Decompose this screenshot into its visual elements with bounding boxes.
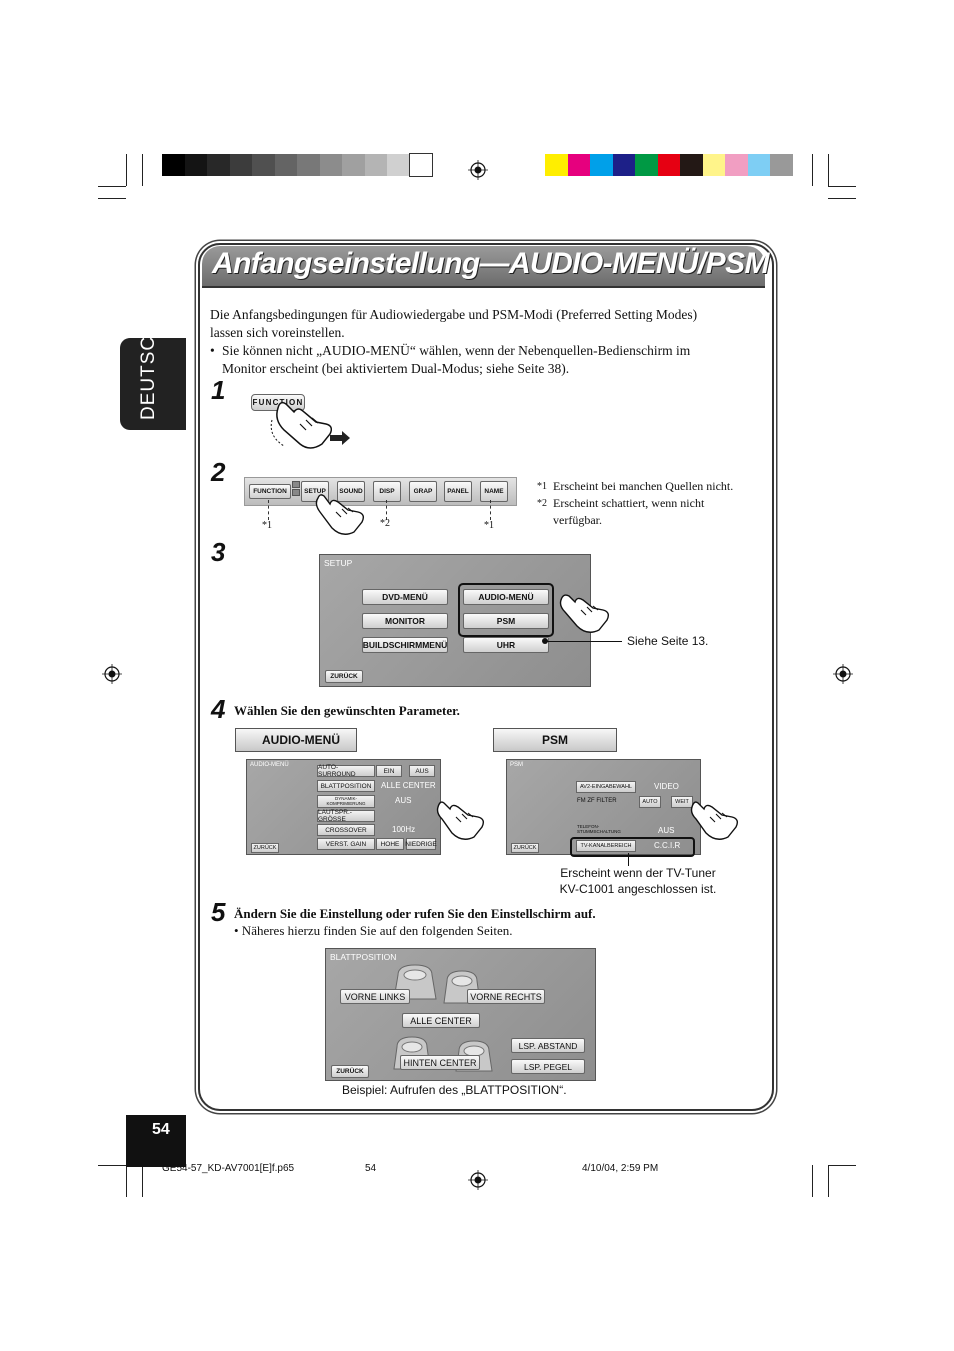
registration-mark-icon — [102, 664, 122, 684]
footer-file: GE54-57_KD-AV7001[E]f.p65 — [162, 1163, 295, 1174]
callout-text: Erscheint wenn der TV-Tuner — [560, 866, 716, 880]
leader-line — [268, 500, 270, 520]
color-swatch — [387, 154, 410, 176]
speaker-level-button[interactable]: LSP. PEGEL — [511, 1059, 585, 1074]
seat-position-value: ALLE CENTER — [381, 781, 436, 790]
crop-mark — [812, 1165, 813, 1197]
all-center-button[interactable]: ALLE CENTER — [402, 1013, 480, 1028]
example-caption: Beispiel: Aufrufen des „BLATTPOSITION“. — [342, 1083, 567, 1097]
color-swatch — [365, 154, 388, 176]
color-calibration-bar — [545, 154, 793, 176]
crop-mark — [98, 1165, 126, 1166]
color-swatch — [613, 154, 636, 176]
intro-bullet: • Sie können nicht „AUDIO-MENÜ“ wählen, wenn der Nebenquellen-Bedienschirm im — [210, 343, 691, 358]
color-swatch — [635, 154, 658, 176]
setup-screen — [319, 554, 591, 687]
crop-mark — [98, 198, 126, 199]
footnote-text: Erscheint bei manchen Quellen nicht. — [553, 479, 734, 493]
arrow-right-icon — [330, 431, 350, 445]
bullet-text: Sie können nicht „AUDIO-MENÜ“ wählen, wenn der Nebenquellen-Bedienschirm im — [222, 343, 691, 358]
asterisk-note-ref: *1 — [484, 520, 494, 531]
page-number: 54 — [152, 1121, 170, 1138]
step-number: 1 — [211, 375, 226, 405]
color-swatch — [252, 154, 275, 176]
toolbar-setup-button[interactable]: SETUP — [301, 481, 329, 502]
front-right-button[interactable]: VORNE RECHTS — [467, 989, 545, 1004]
step-number: 5 — [211, 897, 226, 927]
speaker-size-item[interactable]: LAUTSPR.-GRÖSSE — [317, 810, 375, 822]
footnote — [537, 495, 752, 512]
crop-mark — [142, 1165, 143, 1197]
back-button[interactable]: ZURÜCK — [511, 843, 539, 853]
footnote-mark: *2 — [537, 498, 547, 509]
speaker-distance-button[interactable]: LSP. ABSTAND — [511, 1038, 585, 1053]
footer-page: 54 — [365, 1163, 377, 1174]
gray-calibration-bar — [162, 154, 432, 176]
color-swatch — [162, 154, 185, 176]
crop-mark — [126, 154, 127, 186]
color-swatch — [568, 154, 591, 176]
color-swatch — [545, 154, 568, 176]
language-label: DEUTSCH — [138, 321, 159, 420]
crop-mark — [828, 186, 856, 187]
back-button[interactable]: ZURÜCK — [251, 843, 279, 853]
crop-mark — [142, 154, 143, 186]
asterisk-note-ref: *1 — [262, 520, 272, 531]
color-swatch — [185, 154, 208, 176]
indicator-icon — [292, 489, 300, 496]
hand-pointer-icon — [312, 494, 368, 540]
step-text: Ändern Sie die Einstellung oder rufen Sie den Einstellschirm auf. — [234, 906, 596, 921]
front-left-button[interactable]: VORNE LINKS — [340, 989, 410, 1004]
step-bullet: • Näheres hierzu finden Sie auf den folgenden Seiten. — [234, 923, 513, 938]
registration-mark-icon — [468, 1170, 488, 1190]
tv-tuner-callout — [553, 865, 723, 897]
page-title: Anfangseinstellung—AUDIO-MENÜ/PSM — [212, 247, 769, 280]
registration-mark-icon — [468, 160, 488, 180]
crop-mark — [828, 1165, 856, 1166]
monitor-button[interactable]: MONITOR — [362, 613, 448, 629]
color-swatch — [725, 154, 748, 176]
leader-line — [490, 500, 492, 520]
hand-pointer-icon — [688, 801, 740, 847]
high-option[interactable]: HOHE — [376, 838, 404, 850]
audio-menu-header: AUDIO-MENÜ — [235, 728, 357, 752]
psm-header: PSM — [493, 728, 617, 752]
color-swatch — [770, 154, 793, 176]
psm-screen — [506, 759, 701, 855]
color-swatch — [230, 154, 253, 176]
color-swatch — [320, 154, 343, 176]
psm-button[interactable]: PSM — [463, 613, 549, 629]
intro-line: lassen sich voreinstellen. — [210, 325, 345, 340]
av2-input-value: VIDEO — [654, 782, 679, 791]
intro — [210, 306, 755, 378]
tv-channel-range-value: C.C.I.R — [654, 841, 681, 850]
footnote-mark: *1 — [537, 481, 547, 492]
function-button[interactable]: FUNCTION — [251, 394, 305, 411]
auto-option[interactable]: AUTO — [639, 796, 661, 808]
on-option[interactable]: EIN — [376, 765, 402, 777]
crossover-value: 100Hz — [392, 825, 416, 834]
back-button[interactable]: ZURÜCK — [331, 1065, 369, 1078]
color-swatch — [703, 154, 726, 176]
phone-mute-item[interactable]: TELEFON-STUMMSCHALTUNG — [577, 824, 621, 834]
clock-button[interactable]: UHR — [463, 637, 549, 653]
phone-mute-value: AUS — [658, 826, 675, 835]
audio-menu-screen — [246, 759, 441, 855]
color-swatch — [658, 154, 681, 176]
footnote-text: verfügbar. — [553, 513, 602, 527]
rear-center-button[interactable]: HINTEN CENTER — [400, 1055, 480, 1070]
amp-gain-item[interactable]: VERST. GAIN — [317, 838, 375, 850]
color-swatch — [297, 154, 320, 176]
color-swatch — [207, 154, 230, 176]
crop-mark — [98, 186, 126, 187]
crop-mark — [126, 1165, 127, 1197]
toolbar-grap-button[interactable]: GRAP — [409, 481, 437, 502]
screen-title: AUDIO-MENÜ — [250, 762, 289, 768]
dvd-menu-button[interactable]: DVD-MENÜ — [362, 589, 448, 605]
toolbar-disp-button[interactable]: DISP — [373, 481, 401, 502]
low-option[interactable]: NIEDRIGE — [406, 838, 436, 850]
hand-pointer-icon — [557, 594, 613, 638]
screen-title: BLATTPOSITION — [330, 952, 397, 962]
step-text: Wählen Sie den gewünschten Parameter. — [234, 703, 460, 718]
audio-menu-button[interactable]: AUDIO-MENÜ — [463, 589, 549, 605]
toolbar-sound-button[interactable]: SOUND — [337, 481, 365, 502]
color-swatch — [342, 154, 365, 176]
toolbar-function-button[interactable]: FUNCTION — [249, 484, 291, 499]
color-swatch — [680, 154, 703, 176]
crossover-item[interactable]: CROSSOVER — [317, 824, 375, 836]
tv-channel-range-item[interactable]: TV-KANALBEREICH — [576, 840, 636, 852]
crop-mark — [828, 198, 856, 199]
callout-text: Siehe Seite 13. — [627, 634, 709, 648]
step-number: 3 — [211, 537, 226, 567]
av2-input-item[interactable]: AV2-EINGABEWAHL — [576, 781, 636, 793]
callout-dot — [542, 638, 548, 644]
screen-title: SETUP — [324, 558, 353, 568]
callout-line — [546, 641, 622, 642]
callout-text: KV-C1001 angeschlossen ist. — [559, 882, 717, 896]
screen-menu-button[interactable]: BUILDSCHIRMMENÜ — [362, 637, 448, 653]
intro-bullet-cont: Monitor erscheint (bei aktiviertem Dual-Modus; siehe Seite 38). — [222, 361, 570, 376]
toolbar-name-button[interactable]: NAME — [480, 481, 508, 502]
fm-filter-item[interactable]: FM ZF FILTER — [577, 798, 617, 804]
footnotes — [537, 478, 752, 529]
registration-mark-icon — [833, 664, 853, 684]
back-button[interactable]: ZURÜCK — [325, 670, 363, 683]
crop-mark — [828, 1165, 829, 1197]
dynamic-compression-value: AUS — [395, 796, 412, 805]
language-tab — [120, 321, 186, 430]
toolbar-panel-button[interactable]: PANEL — [444, 481, 472, 502]
screen-title: PSM — [510, 762, 524, 768]
hand-pointer-icon — [434, 801, 486, 847]
wide-option[interactable]: WEIT — [671, 796, 693, 808]
footnote — [537, 478, 752, 495]
color-swatch — [275, 154, 298, 176]
footer-date: 4/10/04, 2:59 PM — [582, 1163, 659, 1174]
off-option[interactable]: AUS — [409, 765, 435, 777]
crop-mark — [812, 154, 813, 186]
crop-mark — [828, 154, 829, 186]
leader-line — [386, 500, 388, 520]
hand-pointer-icon — [270, 400, 350, 456]
seat-position-screen — [325, 948, 596, 1081]
intro-line: Die Anfangsbedingungen für Audiowiedergabe und PSM-Modi (Preferred Setting Modes) — [210, 307, 698, 322]
color-swatch — [748, 154, 771, 176]
indicator-icon — [292, 481, 300, 488]
step-number: 2 — [211, 457, 226, 487]
dynamic-compression-item[interactable]: DYNAMIK-KOMPRIMIERUNG — [317, 795, 375, 808]
color-swatch — [590, 154, 613, 176]
auto-surround-item[interactable]: AUTO-SURROUND — [317, 765, 375, 777]
footnote-text: Erscheint schattiert, wenn nicht — [553, 496, 705, 510]
seat-position-item[interactable]: BLATTPOSITION — [317, 780, 375, 792]
asterisk-note-ref: *2 — [380, 518, 390, 529]
color-swatch — [410, 154, 433, 176]
step-number: 4 — [211, 694, 226, 724]
